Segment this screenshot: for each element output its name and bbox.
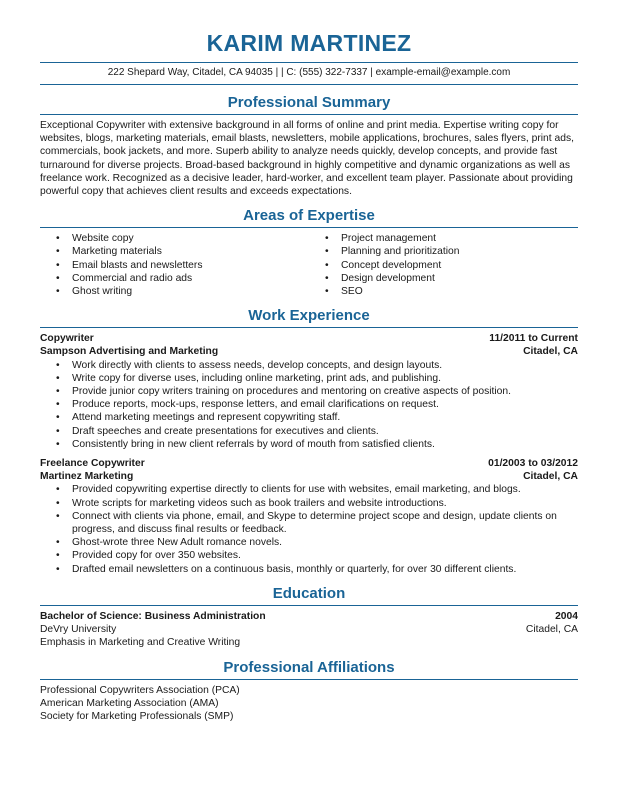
list-item: • Project management — [341, 232, 578, 245]
contact-line: 222 Shepard Way, Citadel, CA 94035 | | C: (555) 322-7337 | example-email@example.com — [107, 67, 511, 78]
list-item: • Ghost writing — [72, 285, 309, 298]
affiliation-item: Professional Copywriters Association (PCA) — [40, 684, 240, 696]
expertise-right-column — [309, 232, 578, 298]
summary-text: Exceptional Copywriter with extensive background in all forms of online and print media. Expertise writing copy for websites, blogs, marketing materials, email blasts, newsletters, mobile applications, brochures, sales flyers, print ads, commercials, book jackets, and more. Superb ability to analyze needs quickly, develop concepts, and provide fast turnaround for diverse projects. Broad-based background in highly competitive and dynamic organizations as well as freelance work. Recognized as a decisive leader, hard-worker, and excellent team player. Passionate about providing powerful copy that achieves client results and exceeds expectations. — [40, 120, 574, 198]
list-item: • Wrote scripts for marketing videos such as book trailers and website introductions. — [72, 497, 578, 510]
job-company: Martinez Marketing — [40, 471, 134, 483]
list-item: • Connect with clients via phone, email, and Skype to determine project scope and design, update clients on progress, and discuss final results or feedback. — [72, 510, 578, 536]
list-item: • Attend marketing meetings and represent copywriting staff. — [72, 411, 578, 424]
job-bullets — [40, 483, 578, 575]
list-item: • Provided copywriting expertise directly to clients for use with websites, email marketing, and blogs. — [72, 483, 578, 496]
job-entry — [40, 332, 578, 451]
school-location: Citadel, CA — [525, 624, 578, 636]
job-dates: 01/2003 to 03/2012 — [488, 458, 578, 470]
summary-title: Professional Summary — [227, 94, 391, 111]
emphasis: Emphasis in Marketing and Creative Writing — [40, 637, 241, 649]
list-item: • Commercial and radio ads — [72, 272, 309, 285]
header-rule — [40, 62, 578, 63]
list-item: • Draft speeches and create presentations for executives and clients. — [72, 425, 578, 438]
list-item: • Work directly with clients to assess needs, develop concepts, and design layouts. — [72, 359, 578, 372]
candidate-name — [40, 30, 578, 56]
last-name: MARTINEZ — [290, 30, 412, 56]
list-item: • Ghost-wrote three New Adult romance novels. — [72, 536, 578, 549]
job-title: Freelance Copywriter — [40, 458, 145, 470]
job-company: Sampson Advertising and Marketing — [40, 346, 219, 358]
graduation-year: 2004 — [555, 610, 578, 622]
degree: Bachelor of Science: Business Administration — [40, 610, 266, 622]
list-item: • Marketing materials — [72, 245, 309, 258]
list-item: • Write copy for diverse uses, including online marketing, print ads, and publishing. — [72, 372, 578, 385]
affiliations-title: Professional Affiliations — [223, 658, 395, 676]
summary-rule — [40, 114, 578, 115]
job-location: Citadel, CA — [523, 346, 578, 358]
list-item: • Consistently bring in new client referrals by word of mouth from satisfied clients. — [72, 438, 578, 451]
job-location: Citadel, CA — [523, 471, 578, 483]
job-title: Copywriter — [40, 333, 94, 345]
education-title: Education — [272, 584, 346, 602]
list-item: • SEO — [341, 285, 578, 298]
job-dates: 11/2011 to Current — [489, 333, 578, 345]
list-item: • Website copy — [72, 232, 309, 245]
list-item: • Provide junior copy writers training on procedures and mentoring on creative aspects of position. — [72, 385, 578, 398]
expertise-left-column — [40, 232, 309, 298]
list-item: • Drafted email newsletters on a continuous basis, monthly or quarterly, for over 30 different clients. — [72, 563, 578, 576]
job-entry — [40, 457, 578, 576]
list-item: • Planning and prioritization — [341, 245, 578, 258]
list-item: • Produce reports, mock-ups, response letters, and email clarifications on request. — [72, 398, 578, 411]
contact-rule — [40, 84, 578, 85]
first-name: KARIM — [206, 30, 284, 56]
education-rule — [40, 605, 578, 606]
affiliation-item: Society for Marketing Professionals (SMP) — [40, 710, 234, 722]
job-bullets — [40, 359, 578, 451]
experience-title: Work Experience — [248, 307, 370, 325]
expertise-title: Areas of Expertise — [243, 207, 375, 225]
affiliation-item: American Marketing Association (AMA) — [40, 697, 219, 709]
affiliations-rule — [40, 679, 578, 680]
list-item: • Design development — [341, 272, 578, 285]
list-item: • Email blasts and newsletters — [72, 259, 309, 272]
expertise-list — [40, 232, 578, 298]
experience-rule — [40, 327, 578, 328]
list-item: • Provided copy for over 350 websites. — [72, 549, 578, 562]
expertise-rule — [40, 227, 578, 228]
list-item: • Concept development — [341, 259, 578, 272]
school: DeVry University — [40, 624, 117, 636]
